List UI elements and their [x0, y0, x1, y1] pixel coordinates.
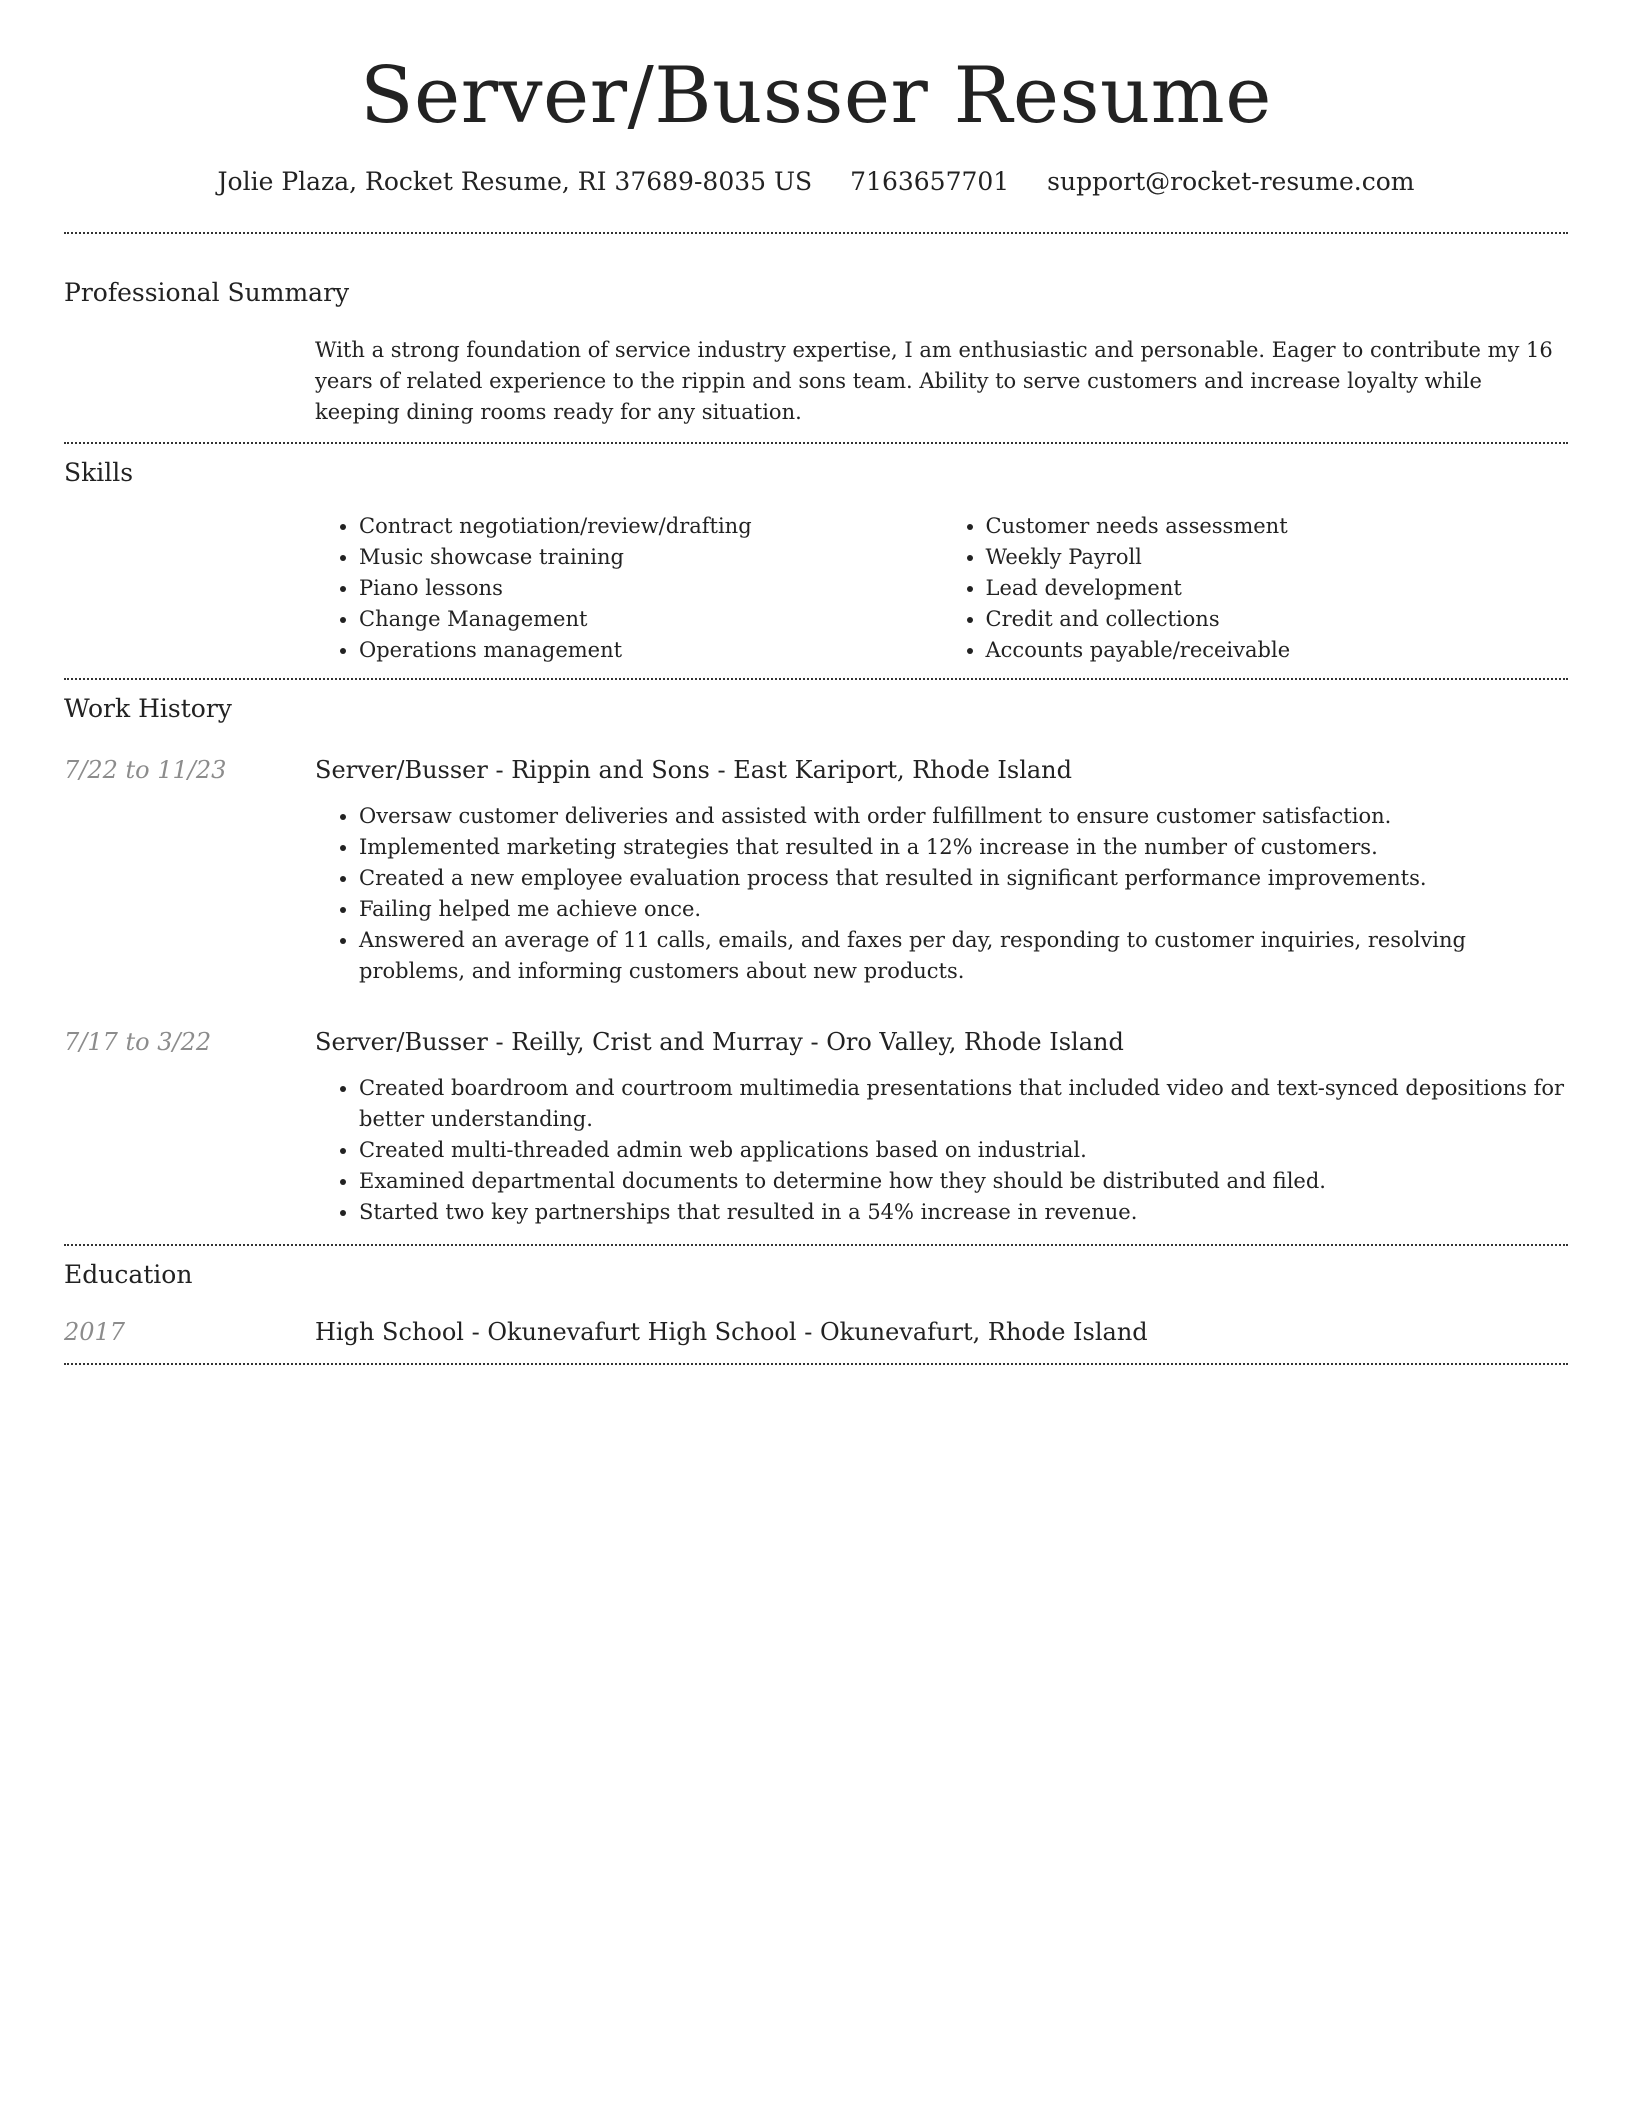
skill-item: • Credit and collections — [986, 604, 1569, 635]
skills-grid — [315, 511, 1568, 678]
skills-list-right — [942, 511, 1569, 666]
contact-email: support@rocket-resume.com — [1047, 166, 1415, 196]
job-title: Server/Busser - Reilly, Crist and Murray - Oro Valley, Rhode Island — [315, 1028, 1124, 1057]
contact-line — [64, 166, 1568, 199]
skills-section — [64, 444, 1568, 678]
skill-item: • Operations management — [359, 635, 942, 666]
contact-address: Jolie Plaza, Rocket Resume, RI 37689-8035 US — [217, 166, 813, 196]
section-divider — [64, 1363, 1568, 1365]
education-section — [64, 1246, 1568, 1363]
skill-item: • Music showcase training — [359, 542, 942, 573]
skills-list-left — [315, 511, 942, 666]
job-bullet: • Created multi-threaded admin web applications based on industrial. — [359, 1135, 1568, 1166]
summary-text: With a strong foundation of service industry expertise, I am enthusiastic and personable. Eager to contribute my 16 years of related experience to the rippin and sons team. Ability to serve customers and increase loyalty while keeping dining rooms ready for any situation. — [315, 338, 1553, 425]
resume-header — [64, 0, 1568, 198]
skill-item: • Weekly Payroll — [986, 542, 1569, 573]
job-body — [315, 753, 1568, 987]
skill-item: • Lead development — [986, 573, 1569, 604]
skill-item: • Piano lessons — [359, 573, 942, 604]
job-bullets — [315, 1073, 1568, 1228]
job-bullet: • Implemented marketing strategies that resulted in a 12% increase in the number of customers. — [359, 832, 1568, 863]
job-dates: 7/17 to 3/22 — [64, 1028, 212, 1057]
job-entry — [64, 753, 1568, 987]
professional-summary-section — [64, 234, 1568, 442]
skill-item: • Contract negotiation/review/drafting — [359, 511, 942, 542]
job-title: Server/Busser - Rippin and Sons - East Kariport, Rhode Island — [315, 756, 1072, 785]
job-bullet: • Examined departmental documents to determine how they should be distributed and filed. — [359, 1166, 1568, 1197]
skill-item: • Customer needs assessment — [986, 511, 1569, 542]
job-bullet: • Started two key partnerships that resulted in a 54% increase in revenue. — [359, 1197, 1568, 1228]
job-bullet: • Oversaw customer deliveries and assisted with order fulfillment to ensure customer satisfaction. — [359, 801, 1568, 832]
resume-title: Server/Busser Resume — [360, 51, 1272, 141]
section-heading-education: Education — [64, 1260, 193, 1290]
education-entry — [64, 1315, 1568, 1363]
job-bullets — [315, 801, 1568, 987]
skill-item: • Accounts payable/receivable — [986, 635, 1569, 666]
contact-phone: 7163657701 — [850, 166, 1010, 196]
section-heading-skills: Skills — [64, 458, 134, 488]
job-dates: 7/22 to 11/23 — [64, 756, 227, 785]
job-bullet: • Answered an average of 11 calls, emails, and faxes per day, responding to customer inquiries, resolving problems, and informing customers about new products. — [359, 925, 1568, 987]
job-body — [315, 1025, 1568, 1228]
education-title: High School - Okunevafurt High School - Okunevafurt, Rhode Island — [315, 1318, 1148, 1347]
section-heading-summary: Professional Summary — [64, 278, 350, 308]
job-entry — [64, 1025, 1568, 1228]
work-history-section — [64, 680, 1568, 1244]
job-bullet: • Created a new employee evaluation process that resulted in significant performance improvements. — [359, 863, 1568, 894]
job-bullet: • Created boardroom and courtroom multimedia presentations that included video and text-synced depositions for better understanding. — [359, 1073, 1568, 1135]
job-bullet: • Failing helped me achieve once. — [359, 894, 1568, 925]
education-year: 2017 — [64, 1318, 126, 1347]
section-heading-work: Work History — [64, 694, 232, 724]
skill-item: • Change Management — [359, 604, 942, 635]
